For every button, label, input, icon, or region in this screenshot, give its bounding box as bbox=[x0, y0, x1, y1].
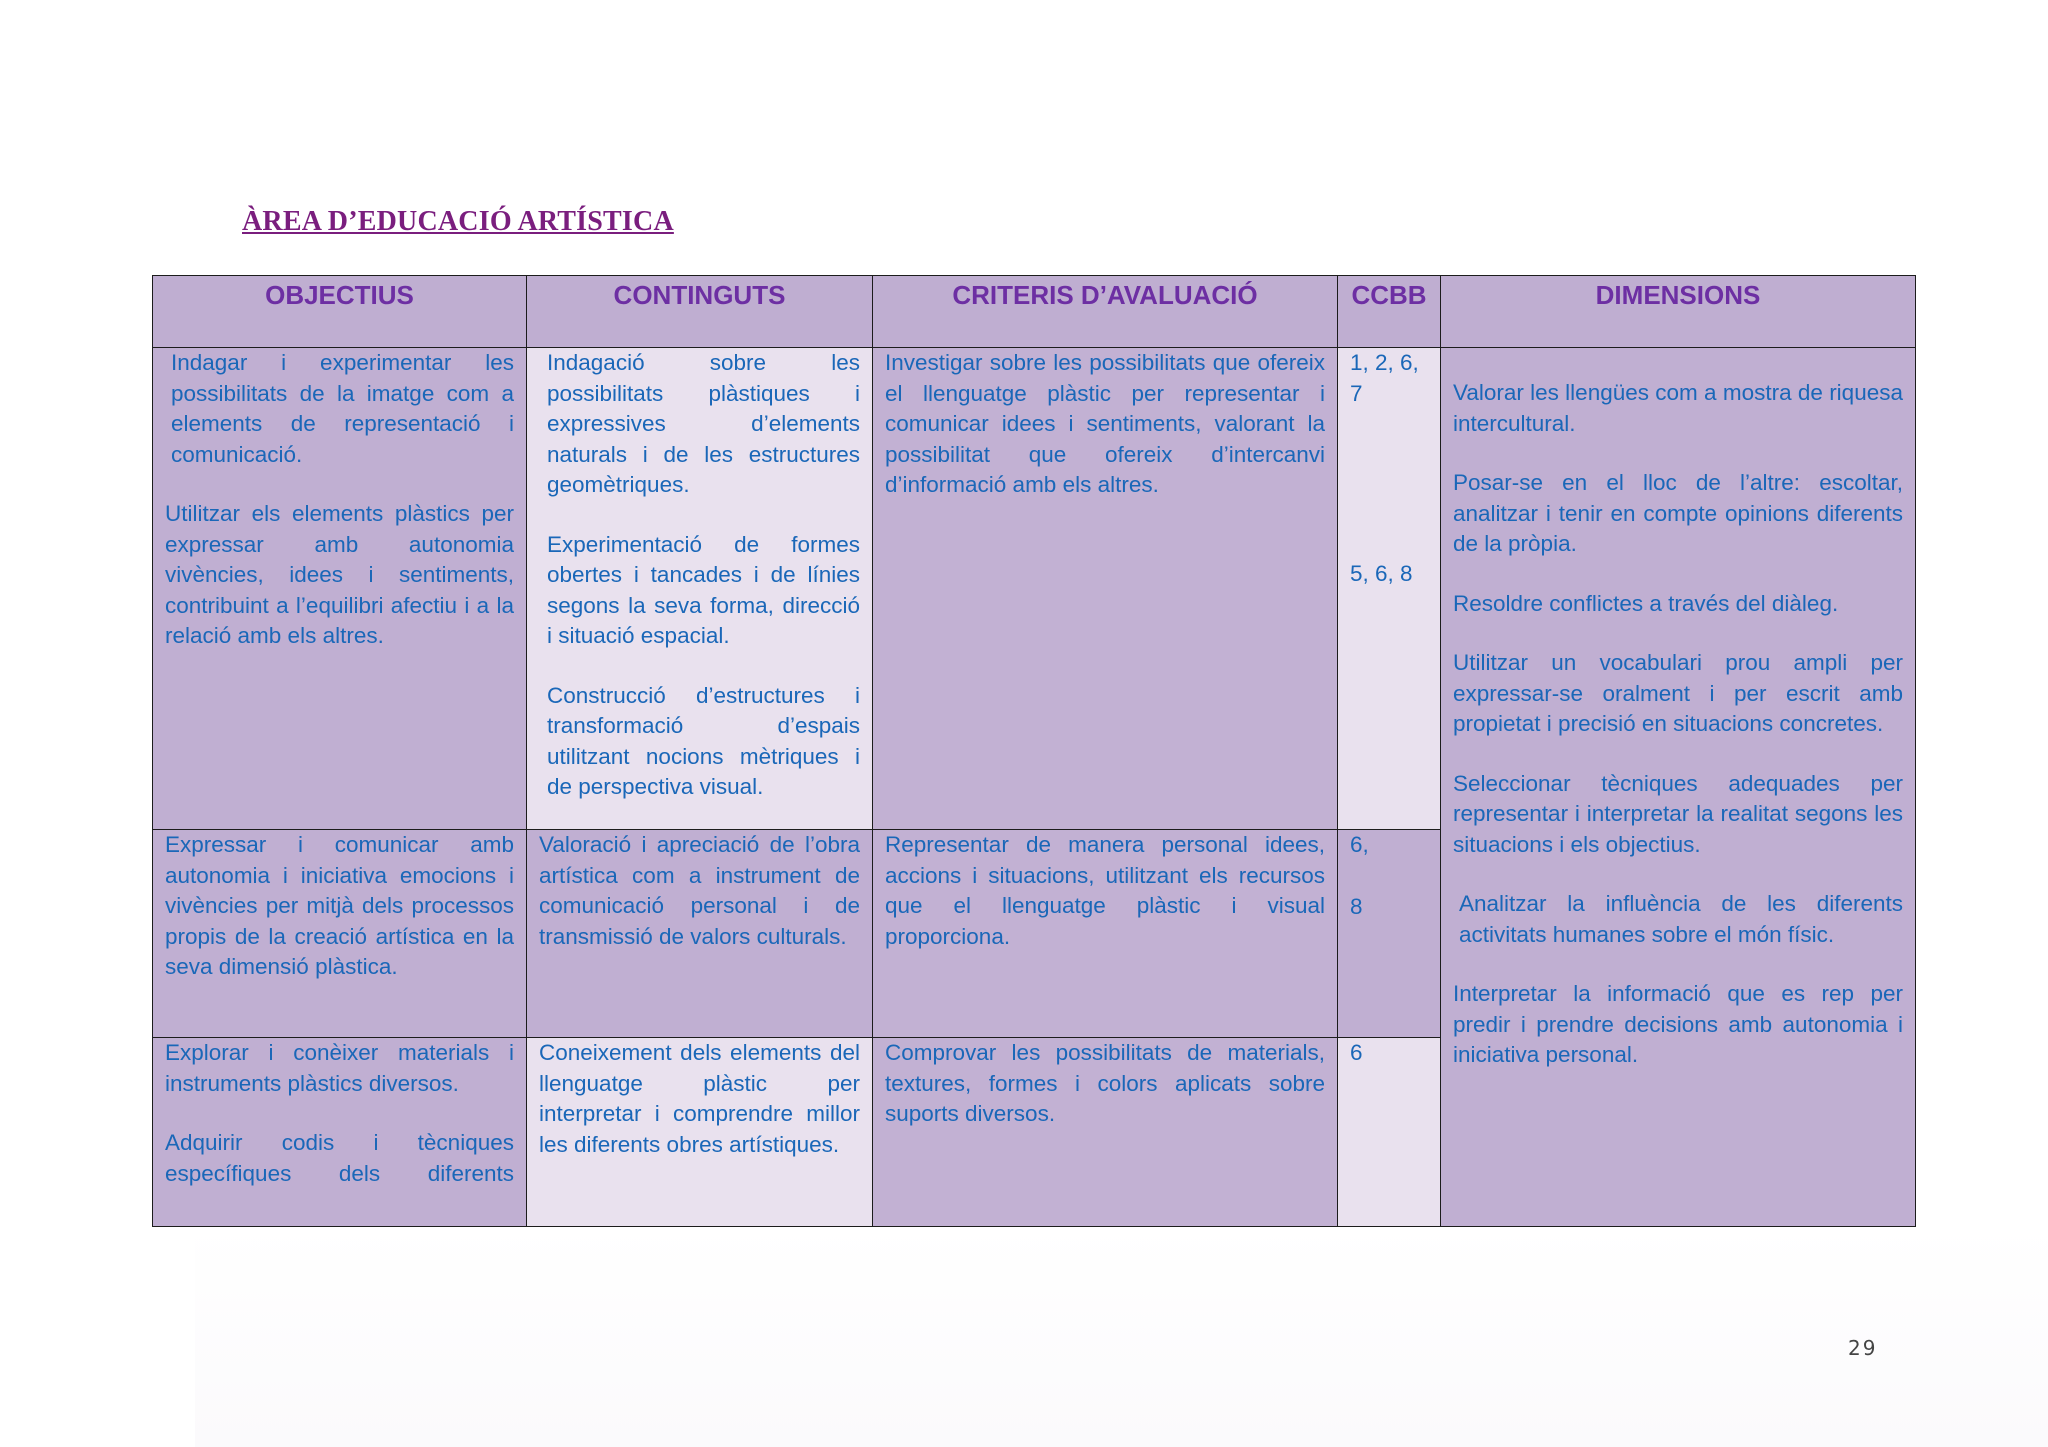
ccbb-value: 8 bbox=[1350, 893, 1363, 919]
header-criteris: CRITERIS D’AVALUACIÓ bbox=[873, 276, 1338, 348]
objectiu-text: Explorar i conèixer materials i instruments plàstics diversos. bbox=[165, 1040, 514, 1096]
criteris-cell bbox=[873, 830, 1338, 1038]
ccbb-value: 5, 6, 8 bbox=[1350, 561, 1413, 586]
criteri-text: Investigar sobre les possibilitats que ofereix el llenguatge plàstic per representar i comunicar idees i sentiments, valorant la possibilitat que ofereix d’intercanvi d’informació amb els altres. bbox=[885, 350, 1325, 497]
dimension-text: Posar-se en el lloc de l’altre: escoltar, analitzar i tenir en compte opinions diferents de la pròpia. bbox=[1453, 470, 1903, 556]
dimension-text: Resoldre conflictes a través del diàleg. bbox=[1453, 590, 1839, 616]
page-title: ÀREA D’EDUCACIÓ ARTÍSTICA bbox=[242, 206, 674, 237]
criteri-text: Representar de manera personal idees, accions i situacions, utilitzant els recursos que el llenguatge plàstic i visual proporciona. bbox=[885, 832, 1325, 949]
page-shade bbox=[195, 1225, 2048, 1447]
dimensions-cell bbox=[1441, 348, 1916, 1227]
objectius-cell bbox=[153, 1038, 527, 1227]
contingut-text: Indagació sobre les possibilitats plàstiques i expressives d’elements naturals i de les estructures geomètriques. bbox=[547, 350, 860, 497]
table-header-row bbox=[153, 276, 1916, 348]
continguts-cell bbox=[527, 1038, 873, 1227]
ccbb-value: 1, 2, 6, 7 bbox=[1350, 350, 1419, 406]
dimension-text: Interpretar la informació que es rep per predir i prendre decisions amb autonomia i iniciativa personal. bbox=[1453, 981, 1903, 1067]
ccbb-cell bbox=[1338, 1038, 1441, 1227]
table-row bbox=[153, 348, 1916, 830]
header-ccbb: CCBB bbox=[1338, 276, 1441, 348]
page-number: 29 bbox=[1848, 1336, 1878, 1360]
continguts-cell bbox=[527, 830, 873, 1038]
dimension-text: Analitzar la influència de les diferents activitats humanes sobre el món físic. bbox=[1459, 891, 1903, 947]
continguts-cell bbox=[527, 348, 873, 830]
ccbb-cell bbox=[1338, 830, 1441, 1038]
header-continguts: CONTINGUTS bbox=[527, 276, 873, 348]
dimension-text: Seleccionar tècniques adequades per representar i interpretar la realitat segons les situacions i els objectius. bbox=[1453, 770, 1903, 857]
ccbb-value: 6 bbox=[1350, 1040, 1363, 1065]
objectius-cell bbox=[153, 348, 527, 830]
objectius-cell bbox=[153, 830, 527, 1038]
ccbb-cell bbox=[1338, 348, 1441, 830]
contingut-text: Experimentació de formes obertes i tancades i de línies segons la seva forma, direcció i situació espacial. bbox=[547, 531, 860, 648]
dimension-text: Utilitzar un vocabulari prou ampli per expressar-se oralment i per escrit amb propietat i precisió en situacions concretes. bbox=[1453, 650, 1903, 736]
contingut-text: Construcció d’estructures i transformació d’espais utilitzant nocions mètriques i de perspectiva visual. bbox=[547, 682, 860, 799]
header-objectius: OBJECTIUS bbox=[153, 276, 527, 348]
contingut-text: Coneixement dels elements del llenguatge plàstic per interpretar i comprendre millor les diferents obres artístiques. bbox=[539, 1040, 860, 1157]
contingut-text: Valoració i apreciació de l’obra artística com a instrument de comunicació personal i de transmissió de valors culturals. bbox=[539, 832, 860, 949]
header-dimensions: DIMENSIONS bbox=[1441, 276, 1916, 348]
criteri-text: Comprovar les possibilitats de materials, textures, formes i colors aplicats sobre suports diversos. bbox=[885, 1040, 1325, 1126]
objectiu-text: Adquirir codis i tècniques específiques dels diferents bbox=[165, 1130, 514, 1186]
objectiu-text: Utilitzar els elements plàstics per expressar amb autonomia vivències, idees i sentiments, contribuint a l’equilibri afectiu i a la relació amb els altres. bbox=[165, 501, 514, 648]
curriculum-table bbox=[152, 275, 1916, 1227]
dimension-text: Valorar les llengües com a mostra de riquesa intercultural. bbox=[1453, 380, 1903, 436]
objectiu-text: Indagar i experimentar les possibilitats de la imatge com a elements de representació i comunicació. bbox=[171, 350, 514, 467]
objectiu-text: Expressar i comunicar amb autonomia i iniciativa emocions i vivències per mitjà dels processos propis de la creació artística en la seva dimensió plàstica. bbox=[165, 832, 514, 979]
criteris-cell bbox=[873, 348, 1338, 830]
criteris-cell bbox=[873, 1038, 1338, 1227]
ccbb-value: 6, bbox=[1350, 832, 1369, 857]
